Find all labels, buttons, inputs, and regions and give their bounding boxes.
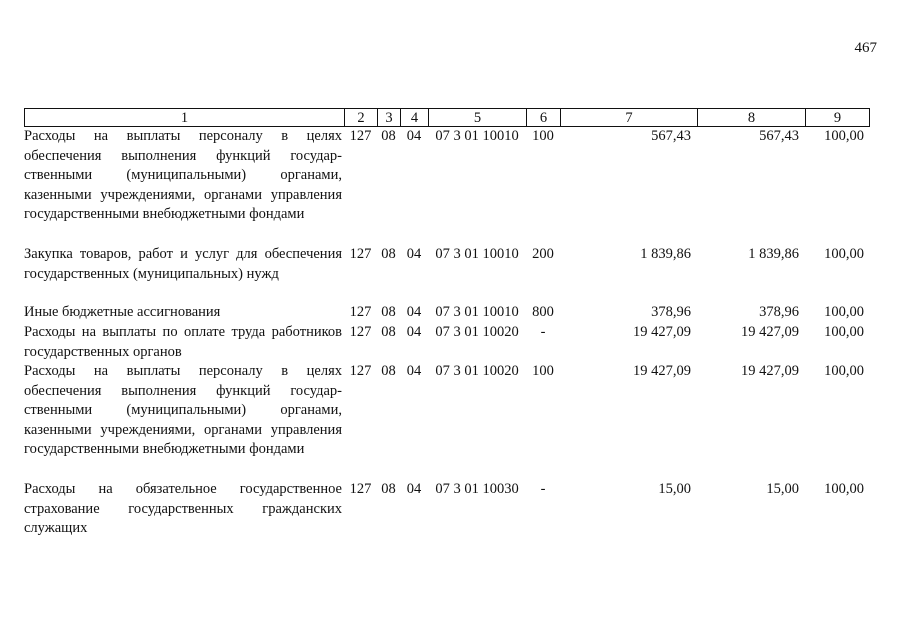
row-code-target: 07 3 01 10030 — [435, 481, 519, 497]
row-code-target: 07 3 01 10020 — [435, 324, 519, 340]
row-name: Иные бюджетные ассигнования — [24, 304, 221, 320]
row-code-expense-type: 200 — [532, 246, 554, 262]
column-header-6: 6 — [526, 108, 560, 127]
row-code-ministry: 127 — [349, 363, 372, 379]
row-code-section: 08 — [381, 324, 396, 340]
row-code-target: 07 3 01 10020 — [435, 363, 519, 379]
row-name: Расходы на обязательное государственное страхование государственных гражданских служащих — [24, 481, 342, 536]
row-code-section: 08 — [381, 128, 396, 144]
column-header-7: 7 — [560, 108, 697, 127]
row-amount-planned: 378,96 — [651, 304, 691, 320]
row-amount-executed: 378,96 — [759, 304, 799, 320]
row-code-ministry: 127 — [349, 128, 372, 144]
table-row — [24, 323, 870, 362]
row-code-subsection: 04 — [406, 324, 422, 340]
row-code-ministry: 127 — [349, 246, 372, 262]
row-amount-planned: 567,43 — [651, 128, 691, 144]
row-code-expense-type: 800 — [532, 304, 554, 320]
row-amount-planned: 15,00 — [658, 481, 691, 497]
row-name: Расходы на выплаты по оплате труда работников государственных органов — [24, 324, 342, 360]
row-amount-planned: 19 427,09 — [633, 363, 691, 379]
table-row — [24, 127, 870, 245]
column-header-2: 2 — [344, 108, 377, 127]
table-row — [24, 362, 870, 480]
row-code-section: 08 — [381, 246, 396, 262]
row-name: Закупка товаров, работ и услуг для обеспечения государственных (муниципальных) нужд — [24, 246, 342, 282]
row-code-section: 08 — [381, 304, 396, 320]
row-code-expense-type: 100 — [532, 128, 554, 144]
column-header-9: 9 — [805, 108, 870, 127]
row-name: Расходы на выплаты персоналу в целях обеспечения выполнения функций государ-ственными (муниципальными) органами, казенными учреждениями, органами управления государственными внебюджетными фондами — [24, 363, 342, 457]
row-code-ministry: 127 — [349, 324, 372, 340]
row-code-expense-type: - — [540, 481, 546, 497]
row-percent: 100,00 — [824, 363, 864, 379]
row-amount-planned: 19 427,09 — [633, 324, 691, 340]
page-number: 467 — [854, 40, 877, 56]
row-amount-executed: 1 839,86 — [748, 246, 799, 262]
row-code-subsection: 04 — [406, 363, 422, 379]
row-code-ministry: 127 — [349, 304, 372, 320]
row-percent: 100,00 — [824, 304, 864, 320]
row-code-target: 07 3 01 10010 — [435, 304, 519, 320]
row-amount-executed: 19 427,09 — [741, 324, 799, 340]
column-header-1: 1 — [24, 108, 344, 127]
row-code-target: 07 3 01 10010 — [435, 246, 519, 262]
column-header-5: 5 — [428, 108, 526, 127]
row-code-subsection: 04 — [406, 128, 422, 144]
row-code-expense-type: 100 — [532, 363, 554, 379]
row-code-expense-type: - — [540, 324, 546, 340]
row-amount-planned: 1 839,86 — [640, 246, 691, 262]
row-percent: 100,00 — [824, 324, 864, 340]
row-name: Расходы на выплаты персоналу в целях обеспечения выполнения функций государ-ственными (муниципальными) органами, казенными учреждениями, органами управления государственными внебюджетными фондами — [24, 128, 342, 222]
table-row — [24, 303, 870, 323]
row-amount-executed: 19 427,09 — [741, 363, 799, 379]
row-code-subsection: 04 — [406, 246, 422, 262]
row-percent: 100,00 — [824, 246, 864, 262]
table-row — [24, 245, 870, 303]
row-code-ministry: 127 — [349, 481, 372, 497]
column-header-8: 8 — [697, 108, 805, 127]
row-code-section: 08 — [381, 363, 396, 379]
row-code-target: 07 3 01 10010 — [435, 128, 519, 144]
row-percent: 100,00 — [824, 128, 864, 144]
column-header-4: 4 — [400, 108, 428, 127]
row-code-section: 08 — [381, 481, 396, 497]
row-amount-executed: 567,43 — [759, 128, 799, 144]
column-header-3: 3 — [377, 108, 400, 127]
budget-table — [24, 108, 870, 540]
table-row — [24, 480, 870, 540]
row-code-subsection: 04 — [406, 304, 422, 320]
table-header — [24, 108, 870, 127]
row-amount-executed: 15,00 — [766, 481, 799, 497]
row-percent: 100,00 — [824, 481, 864, 497]
row-code-subsection: 04 — [406, 481, 422, 497]
